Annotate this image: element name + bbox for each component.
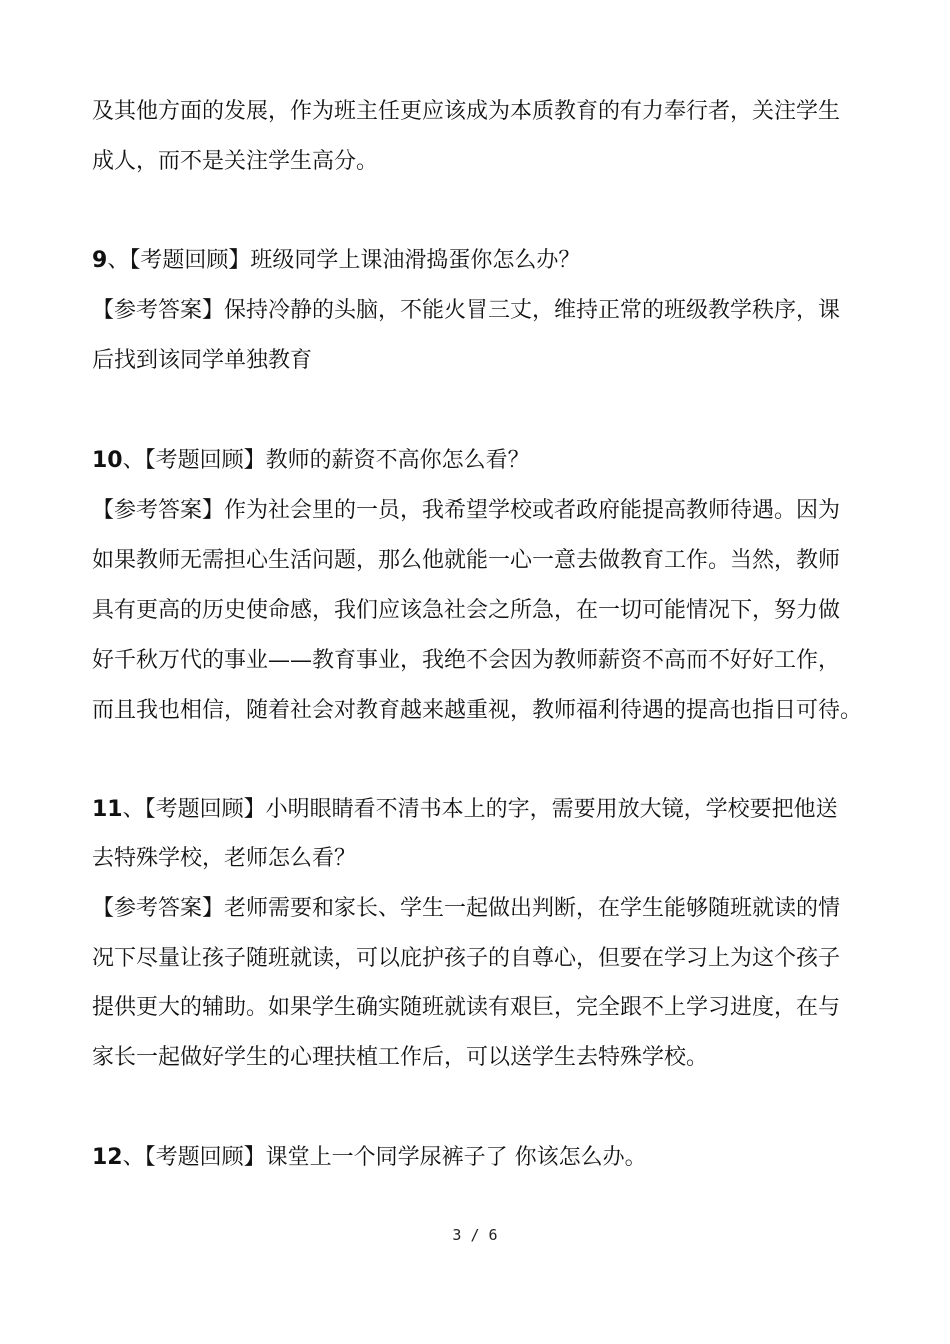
answer-line: 【参考答案】作为社会里的一员，我希望学校或者政府能提高教师待遇。因为 <box>92 498 841 523</box>
answer-line: 而且我也相信，随着社会对教育越来越重视，教师福利待遇的提高也指日可待。 <box>92 698 863 723</box>
text-line: 及其他方面的发展，作为班主任更应该成为本质教育的有力奉行者，关注学生 <box>92 99 841 124</box>
question-text: 、【考题回顾】小明眼睛看不清书本上的字，需要用放大镜，学校要把他送 <box>122 797 838 822</box>
question-text-cont: 去特殊学校，老师怎么看？ <box>92 846 357 871</box>
text-line: 成人，而不是关注学生高分。 <box>92 149 379 174</box>
answer-line: 后找到该同学单独教育 <box>92 348 313 373</box>
question-11 <box>92 795 862 825</box>
question-number: 11 <box>92 797 123 822</box>
answer-line: 【参考答案】老师需要和家长、学生一起做出判断，在学生能够随班就读的情 <box>92 896 841 921</box>
question-12 <box>92 1143 862 1173</box>
page-number: 3 / 6 <box>452 1226 498 1244</box>
question-10 <box>92 446 862 476</box>
question-number: 12 <box>92 1145 123 1170</box>
question-number: 9 <box>92 248 108 273</box>
answer-line: 家长一起做好学生的心理扶植工作后，可以送学生去特殊学校。 <box>92 1045 709 1070</box>
answer-line: 提供更大的辅助。如果学生确实随班就读有艰巨，完全跟不上学习进度，在与 <box>92 995 841 1020</box>
answer-line: 如果教师无需担心生活问题，那么他就能一心一意去做教育工作。当然，教师 <box>92 548 841 573</box>
question-text: 、【考题回顾】班级同学上课油滑捣蛋你怎么办？ <box>107 248 581 273</box>
answer-line: 具有更高的历史使命感，我们应该急社会之所急，在一切可能情况下，努力做 <box>92 598 841 623</box>
question-text: 、【考题回顾】课堂上一个同学尿裤子了 你该怎么办。 <box>122 1145 647 1170</box>
question-9 <box>92 246 862 276</box>
question-number: 10 <box>92 448 123 473</box>
answer-line: 好千秋万代的事业——教育事业，我绝不会因为教师薪资不高而不好好工作， <box>92 648 841 673</box>
answer-line: 况下尽量让孩子随班就读，可以庇护孩子的自尊心，但要在学习上为这个孩子 <box>92 946 841 971</box>
question-text: 、【考题回顾】教师的薪资不高你怎么看？ <box>122 448 530 473</box>
answer-line: 【参考答案】保持冷静的头脑，不能火冒三丈，维持正常的班级教学秩序，课 <box>92 298 841 323</box>
